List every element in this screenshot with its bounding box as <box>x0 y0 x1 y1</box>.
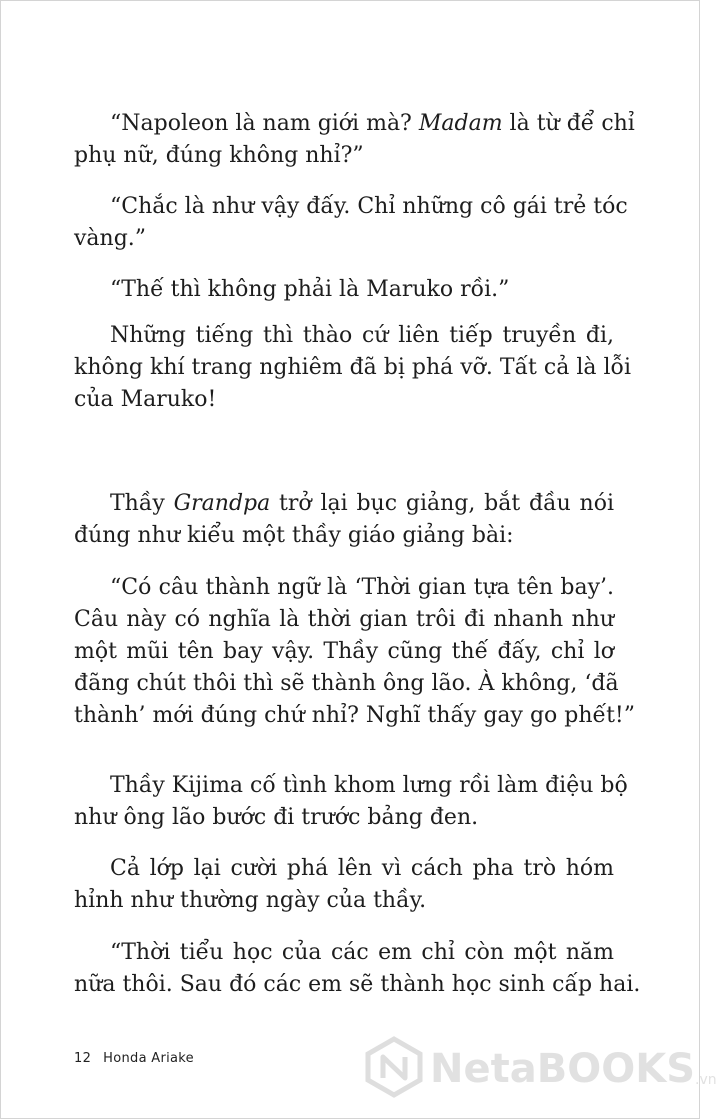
line-text: Cả lớp lại cười phá lên vì cách pha trò hóm <box>110 856 614 881</box>
text-line: vàng.” <box>74 226 147 251</box>
text-line: phụ nữ, đúng không nhỉ?” <box>74 143 364 168</box>
paragraph-1 <box>74 108 635 172</box>
line-text: Những tiếng thì thào cứ liên tiếp truyền đi, <box>110 323 614 348</box>
page-number: 12 <box>74 1051 92 1066</box>
paragraph-4 <box>74 320 631 416</box>
text-line <box>74 488 614 520</box>
text-line <box>74 770 628 802</box>
text-line: hỉnh như thường ngày của thầy. <box>74 888 427 913</box>
paragraph-2 <box>74 191 628 255</box>
text-line <box>74 320 614 352</box>
line-text: đãng chút thôi thì sẽ thành ông lão. À không, ‘đã <box>74 671 619 696</box>
text-line: “Thế thì không phải là Maruko rồi.” <box>110 277 510 302</box>
line-text: Câu này có nghĩa là thời gian trôi đi nhanh như <box>74 607 614 632</box>
paragraph-7 <box>74 770 628 834</box>
netabooks-logo-icon <box>364 1036 424 1102</box>
paragraph-5 <box>74 488 614 552</box>
text-line: đúng như kiểu một thầy giáo giảng bài: <box>74 523 514 548</box>
paragraph-9 <box>74 937 641 1001</box>
watermark-brand: NetaBOOKS <box>430 1046 696 1092</box>
text-line <box>74 352 631 384</box>
text-line <box>74 572 614 604</box>
text-line <box>74 853 614 885</box>
line-text: Thầy Kijima cố tình khom lưng rồi làm điệu bộ <box>110 773 628 798</box>
line-text: nữa thôi. Sau đó các em sẽ thành học sinh cấp hai. <box>74 972 641 997</box>
line-text: không khí trang nghiêm đã bị phá vỡ. Tất cả là lỗi <box>74 355 631 380</box>
text-line <box>74 668 619 700</box>
line-text: “Thời tiểu học của các em chỉ còn một năm <box>110 940 614 965</box>
text-line <box>74 108 635 140</box>
text-line <box>74 937 614 969</box>
line-text: Thầy Grandpa trở lại bục giảng, bắt đầu nói <box>110 491 614 516</box>
text-line <box>74 700 635 732</box>
paragraph-6 <box>74 572 635 732</box>
line-text: “Napoleon là nam giới mà? Madam là từ để chỉ <box>110 111 635 136</box>
line-text: “Chắc là như vậy đấy. Chỉ những cô gái trẻ tóc <box>110 194 628 219</box>
watermark <box>364 1036 717 1102</box>
text-line <box>74 604 614 636</box>
text-line <box>74 191 628 223</box>
paragraph-8 <box>74 853 614 917</box>
text-line: của Maruko! <box>74 387 217 412</box>
line-text: thành’ mới đúng chứ nhỉ? Nghĩ thấy gay go phết!” <box>74 703 635 728</box>
watermark-suffix: .vn <box>695 1072 717 1088</box>
text-line <box>74 636 614 668</box>
text-line <box>74 969 641 1001</box>
author-name: Honda Ariake <box>103 1051 194 1066</box>
text-line: như ông lão bước đi trước bảng đen. <box>74 805 479 830</box>
line-text: “Có câu thành ngữ là ‘Thời gian tựa tên bay’. <box>110 575 614 600</box>
line-text: một mũi tên bay vậy. Thầy cũng thế đấy, chỉ lơ <box>74 639 614 664</box>
paragraph-3 <box>74 274 614 306</box>
page-footer <box>74 1051 194 1066</box>
